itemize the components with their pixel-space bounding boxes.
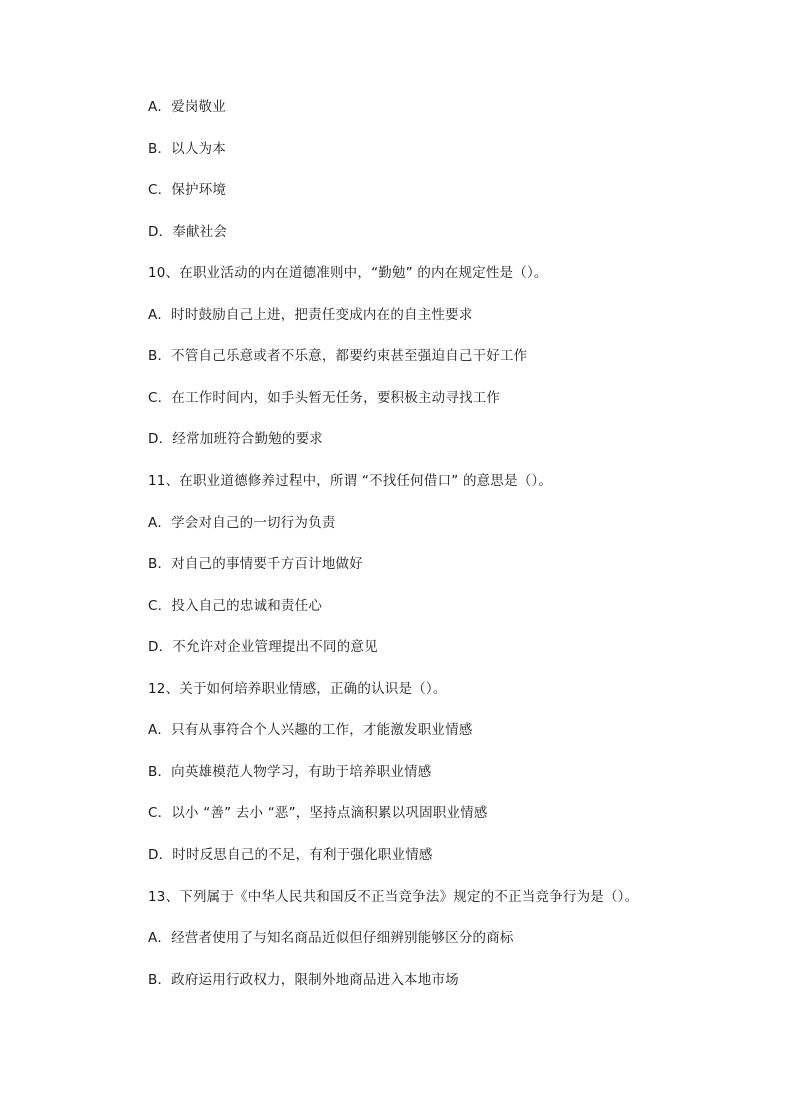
question-10: 10、在职业活动的内在道德准则中，“勤勉” 的内在规定性是（）。: [148, 265, 548, 281]
q13-option-a: A．经营者使用了与知名商品近似但仔细辨别能够区分的商标: [148, 930, 514, 946]
q10-option-b: B．不管自己乐意或者不乐意，都要约束甚至强迫自己干好工作: [148, 348, 528, 364]
q12-option-a: A．只有从事符合个人兴趣的工作，才能激发职业情感: [148, 722, 473, 738]
q12-option-d: D．时时反思自己的不足，有利于强化职业情感: [148, 847, 433, 863]
question-12: 12、关于如何培养职业情感，正确的认识是（）。: [148, 681, 447, 697]
question-13: 13、下列属于《中华人民共和国反不正当竞争法》规定的不正当竞争行为是（）。: [148, 889, 639, 905]
q9-option-c: C．保护环境: [148, 182, 227, 198]
q9-option-d: D．奉献社会: [148, 224, 228, 240]
q11-option-a: A．学会对自己的一切行为负责: [148, 515, 336, 531]
q11-option-b: B．对自己的事情要千方百计地做好: [148, 556, 363, 572]
question-11: 11、在职业道德修养过程中，所谓 “不找任何借口” 的意思是（）。: [148, 473, 553, 489]
q13-option-b: B．政府运用行政权力，限制外地商品进入本地市场: [148, 972, 459, 988]
q12-option-b: B．向英雄模范人物学习，有助于培养职业情感: [148, 764, 432, 780]
q12-option-c: C．以小 “善” 去小 “恶”，坚持点滴积累以巩固职业情感: [148, 805, 488, 821]
q10-option-d: D．经常加班符合勤勉的要求: [148, 431, 323, 447]
q9-option-a: A．爱岗敬业: [148, 99, 226, 115]
q9-option-b: B．以人为本: [148, 141, 226, 157]
q11-option-d: D．不允许对企业管理提出不同的意见: [148, 639, 378, 655]
q11-option-c: C．投入自己的忠诚和责任心: [148, 598, 323, 614]
q10-option-a: A．时时鼓励自己上进，把责任变成内在的自主性要求: [148, 307, 473, 323]
q10-option-c: C．在工作时间内，如手头暂无任务，要积极主动寻找工作: [148, 390, 501, 406]
